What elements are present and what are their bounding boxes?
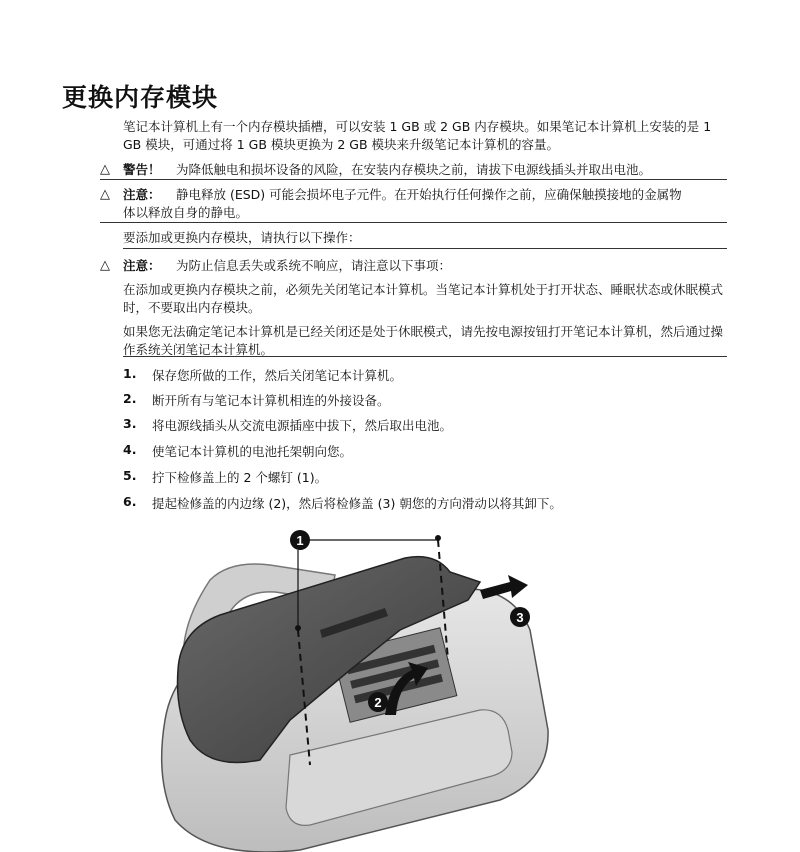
step-number: 5. xyxy=(123,468,137,483)
warning-text: 为降低触电和损坏设备的风险，在安装内存模块之前，请拔下电源线插头并取出电池。 xyxy=(176,162,652,177)
laptop-access-cover-illustration xyxy=(150,520,570,852)
caution-esd-text-cont: 体以释放自身的静电。 xyxy=(123,205,249,220)
step-number: 6. xyxy=(123,494,137,509)
caution-label: 注意： xyxy=(123,258,161,273)
step-text: 保存您所做的工作，然后关闭笔记本计算机。 xyxy=(152,368,403,383)
callout-1-label: 1 xyxy=(296,533,304,548)
page-title: 更换内存模块 xyxy=(62,83,219,112)
step-text: 将电源线插头从交流电源插座中拔下，然后取出电池。 xyxy=(152,418,453,433)
caution-label: 注意： xyxy=(123,187,161,202)
caution-triangle-icon: △ xyxy=(100,258,110,273)
caution-triangle-icon: △ xyxy=(100,187,110,202)
caution-esd-notice xyxy=(100,186,727,223)
screw-icon xyxy=(295,625,301,631)
caution-paragraph-1: 在添加或更换内存模块之前，必须先关闭笔记本计算机。当笔记本计算机处于打开状态、睡眠状态或休眠模式时，不要取出内存模块。 xyxy=(123,282,724,315)
step-text: 提起检修盖的内边缘 (2)，然后将检修盖 (3) 朝您的方向滑动以将其卸下。 xyxy=(152,496,562,511)
callout-3-label: 3 xyxy=(516,610,524,625)
caution-shutdown-notice xyxy=(100,257,727,275)
callout-2-badge xyxy=(368,692,388,712)
callout-1-badge xyxy=(290,530,310,550)
step-number: 3. xyxy=(123,416,137,431)
slide-arrow-icon xyxy=(480,575,528,599)
step-text: 断开所有与笔记本计算机相连的外接设备。 xyxy=(152,393,390,408)
caution-shutdown-text: 为防止信息丢失或系统不响应，请注意以下事项： xyxy=(176,258,452,273)
warning-triangle-icon: △ xyxy=(100,162,110,177)
warning-label: 警告！ xyxy=(123,162,161,177)
warning-notice xyxy=(100,161,727,180)
step-text: 使笔记本计算机的电池托架朝向您。 xyxy=(152,444,353,459)
caution-esd-text: 静电释放 (ESD) 可能会损坏电子元件。在开始执行任何操作之前，应确保触摸接地的金属物 xyxy=(176,187,682,202)
callout-2-label: 2 xyxy=(374,695,382,710)
step-number: 2. xyxy=(123,391,137,406)
callout-3-badge xyxy=(510,607,530,627)
intro-paragraph: 笔记本计算机上有一个内存模块插槽，可以安装 1 GB 或 2 GB 内存模块。如果笔记本计算机上安装的是 1 GB 模块，可通过将 1 GB 模块更换为 2 GB 模块来升级笔记本计算机的容量。 xyxy=(123,119,712,152)
caution-paragraph-2: 如果您无法确定笔记本计算机是已经关闭还是处于休眠模式，请先按电源按钮打开笔记本计算机，然后通过操作系统关闭笔记本计算机。 xyxy=(123,323,727,357)
step-text: 拧下检修盖上的 2 个螺钉 (1)。 xyxy=(152,470,328,485)
step-number: 4. xyxy=(123,442,137,457)
step-number: 1. xyxy=(123,366,137,381)
lead-text: 要添加或更换内存模块，请执行以下操作： xyxy=(123,229,727,249)
